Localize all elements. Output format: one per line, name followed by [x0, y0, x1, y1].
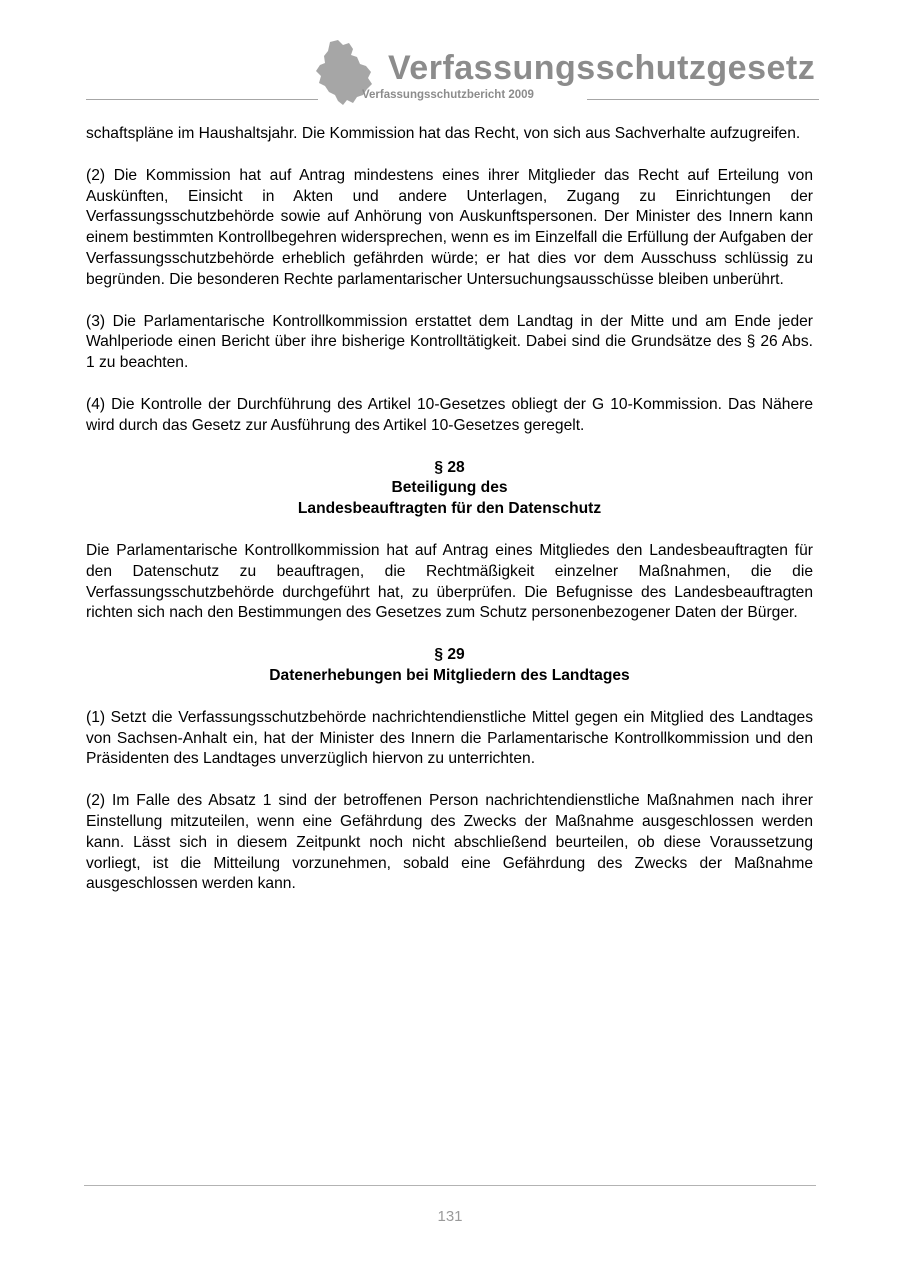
header-rule-right	[587, 99, 819, 100]
paragraph: (4) Die Kontrolle der Durchführung des Artikel 10-Gesetzes obliegt der G 10-Kommission. Das Nähere wird durch das Gesetz zur Ausführung des Artikel 10-Gesetzes geregelt.	[86, 395, 813, 434]
document-subtitle: Verfassungsschutzbericht 2009	[362, 89, 534, 101]
section-number: § 29	[434, 646, 465, 664]
paragraph: (1) Setzt die Verfassungsschutzbehörde nachrichtendienstliche Mittel gegen ein Mitglied des Landtages von Sachsen-Anhalt ein, hat der Minister des Innern die Parlamentarische Kontrollkommission und den Präsidenten des Landtages unverzüglich hiervon zu unterrichten.	[86, 708, 813, 768]
page-number: 131	[437, 1208, 463, 1225]
paragraph: Die Parlamentarische Kontrollkommission hat auf Antrag eines Mitgliedes den Landesbeauftragten für den Datenschutz zu beauftragen, die Rechtmäßigkeit einzelner Maßnahmen, die die Verfassungsschutzbehörde durchgeführt hat, zu überprüfen. Die Befugnisse des Landesbeauftragten richten sich nach den Bestimmungen des Gesetzes zum Schutz personenbezogener Daten der Bürger.	[86, 541, 813, 622]
section-title-line: Datenerhebungen bei Mitgliedern des Landtages	[269, 666, 630, 684]
paragraph: schaftspläne im Haushaltsjahr. Die Kommission hat das Recht, von sich aus Sachverhalte aufzugreifen.	[86, 125, 801, 142]
section-heading-28	[86, 458, 813, 520]
section-title-line: Beteiligung des	[391, 479, 508, 497]
footer-rule	[84, 1185, 816, 1186]
header-rule-left	[86, 99, 318, 100]
section-title-line: Landesbeauftragten für den Datenschutz	[297, 500, 602, 518]
paragraph: (2) Die Kommission hat auf Antrag mindestens eines ihrer Mitglieder das Recht auf Erteilung von Auskünften, Einsicht in Akten und andere Unterlagen, Zugang zu Einrichtungen der Verfassungsschutzbehörde sowie auf Anhörung von Auskunftspersonen. Der Minister des Innern kann einem bestimmten Kontrollbegehren widersprechen, wenn es im Einzelfall die Erfüllung der Aufgaben der Verfassungsschutzbehörde erheblich gefährden würde; er hat dies vor dem Ausschuss schlüssig zu begründen. Die besonderen Rechte parlamentarischer Untersuchungsausschüsse bleiben unberührt.	[86, 166, 813, 288]
document-title: Verfassungsschutzgesetz	[388, 49, 816, 87]
paragraph: (2) Im Falle des Absatz 1 sind der betroffenen Person nachrichtendienstliche Maßnahmen nach ihrer Einstellung mitzuteilen, wenn eine Gefährdung des Zwecks der Maßnahme ausgeschlossen werden kann. Lässt sich in diesem Zeitpunkt noch nicht abschließend beurteilen, ob diese Voraussetzung vorliegt, ist die Mitteilung vorzunehmen, sobald eine Gefährdung des Zwecks der Maßnahme ausgeschlossen werden kann.	[86, 792, 813, 893]
section-number: § 28	[434, 458, 465, 476]
paragraph: (3) Die Parlamentarische Kontrollkommission erstattet dem Landtag in der Mitte und am Ende jeder Wahlperiode einen Bericht über ihre bisherige Kontrolltätigkeit. Dabei sind die Grundsätze des § 26 Abs. 1 zu beachten.	[86, 312, 813, 372]
page-header	[0, 0, 900, 115]
section-heading-29	[86, 645, 813, 687]
page-body	[86, 124, 813, 916]
